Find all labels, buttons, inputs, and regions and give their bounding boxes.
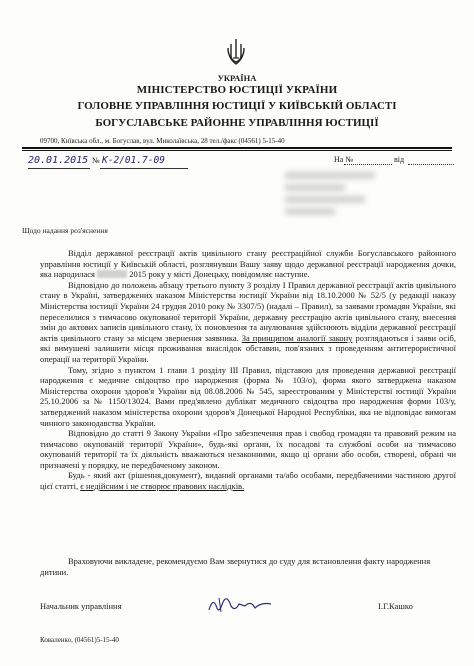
ministry-heading: МІНІСТЕРСТВО ЮСТИЦІЇ УКРАЇНИ (136, 84, 338, 96)
header-divider (22, 147, 452, 149)
department-heading: ГОЛОВНЕ УПРАВЛІННЯ ЮСТИЦІЇ У КИЇВСЬКІЙ ОБЛАСТІ (77, 100, 397, 112)
date-underline (28, 168, 90, 169)
incoming-ref-label: На № (334, 155, 353, 164)
paragraph-2: Відповідно до положень абзацу третього пункту 3 розділу I Правил державної реєстрації актів цивільного стану в Україні, затверджених наказом Міністерства юстиції України від 18.10.2000 № 52/5 (у редакції наказу Міністерства юстиції України 24 грудня 2010 року № 3307/5) (надалі – Правил), за заявами громадян України, які переселилися з тимчасово окупованої території України, державну реєстрацію актів цивільного стану, внесення змін до актових записів цивільного стану, їх поновлення та анулювання здійснюють відділи державної реєстрації актів цивільного стану за місцем звернення заявника. За принципом аналогії закону розглядаються і заяви осіб, які вимушені залишити місця проживання внаслідок обставин, пов'язаних з проведенням антитерористичної операції на території України. (40, 279, 457, 364)
country-heading: УКРАЇНА (217, 73, 257, 83)
letter-subject: Щодо надання роз'яснення (22, 226, 108, 235)
letter-body (40, 248, 456, 492)
signer-title: Начальник управління (40, 601, 122, 611)
paragraph-4: Відповідно до статті 9 Закону України «Про забезпечення прав і свобод громадян та правовий режим на тимчасово окупованій території України», будь-які органи, їх посадові та службові особи на тимчасово окупованій території та їх діяльність вважаються незаконними, якщо ці органи або особи, створені, обрані чи призначені у порядку, не передбаченому законом. (40, 428, 456, 470)
incoming-date-line (408, 164, 454, 165)
incoming-date-label: від (394, 155, 405, 164)
redacted-date (97, 270, 127, 278)
paragraph-6: Враховуючи викладене, рекомендуємо Вам звернутися до суду для встановлення факту народження дитини. (40, 556, 431, 577)
paragraph-1: Відділ державної реєстрації актів цивільного стану реєстраційної служби Богуславського районного управління юстиції у Київській області, розглянувши Вашу заяву щодо державної реєстрації народження дочки, яка народилася 2015 року у місті Донецьку, повідомляє наступне. (40, 248, 456, 280)
outgoing-date-handwritten: 20.01.2015 (28, 155, 89, 166)
outgoing-number-handwritten: К-2/01.7-09 (102, 155, 165, 166)
office-address: 09700, Київська обл., м. Богуслав, вул. Миколаївська, 28 тел./факс (04561) 5-15-40 (40, 137, 285, 145)
paragraph-3: Тому, згідно з пунктом 1 глави 1 розділу III Правил, підставою для проведення державної реєстрації народження є медичне свідоцтво про народження (форма № 103/о), форма якого затверджена наказом Міністерства охорони здоров'я України від 08.08.2006 № 545, зареєстрованим у Міністерстві юстиції України 25.10.2006 за № 1150/13024. Вами пред'явлено дублікат медичного свідоцтва про народження форми 103/у, затверджений наказом міністерства охорони здоров'я Донецької Народної Республіки, яка не відповідає вимогам чинного законодавства України. (40, 364, 456, 428)
signer-name: І.Г.Кашко (378, 601, 413, 611)
letter-conclusion (40, 556, 456, 577)
district-office-heading: БОГУСЛАВСЬКЕ РАЙОННЕ УПРАВЛІННЯ ЮСТИЦІЇ (95, 117, 379, 129)
number-underline (100, 168, 188, 169)
paragraph-5: Будь - який акт (рішення,документ), виданий органами та/або особами, передбаченими частиною другої цієї статті, є недійсним і не створює правових наслідків. (40, 470, 456, 492)
executor-contact: Коваленко, (04561)5-15-40 (40, 636, 119, 644)
trident-emblem-icon (227, 38, 245, 66)
incoming-ref-line (344, 164, 392, 165)
outgoing-number-label: № (92, 156, 100, 165)
handwritten-signature-icon (205, 592, 275, 616)
header-divider-thin (22, 150, 452, 151)
